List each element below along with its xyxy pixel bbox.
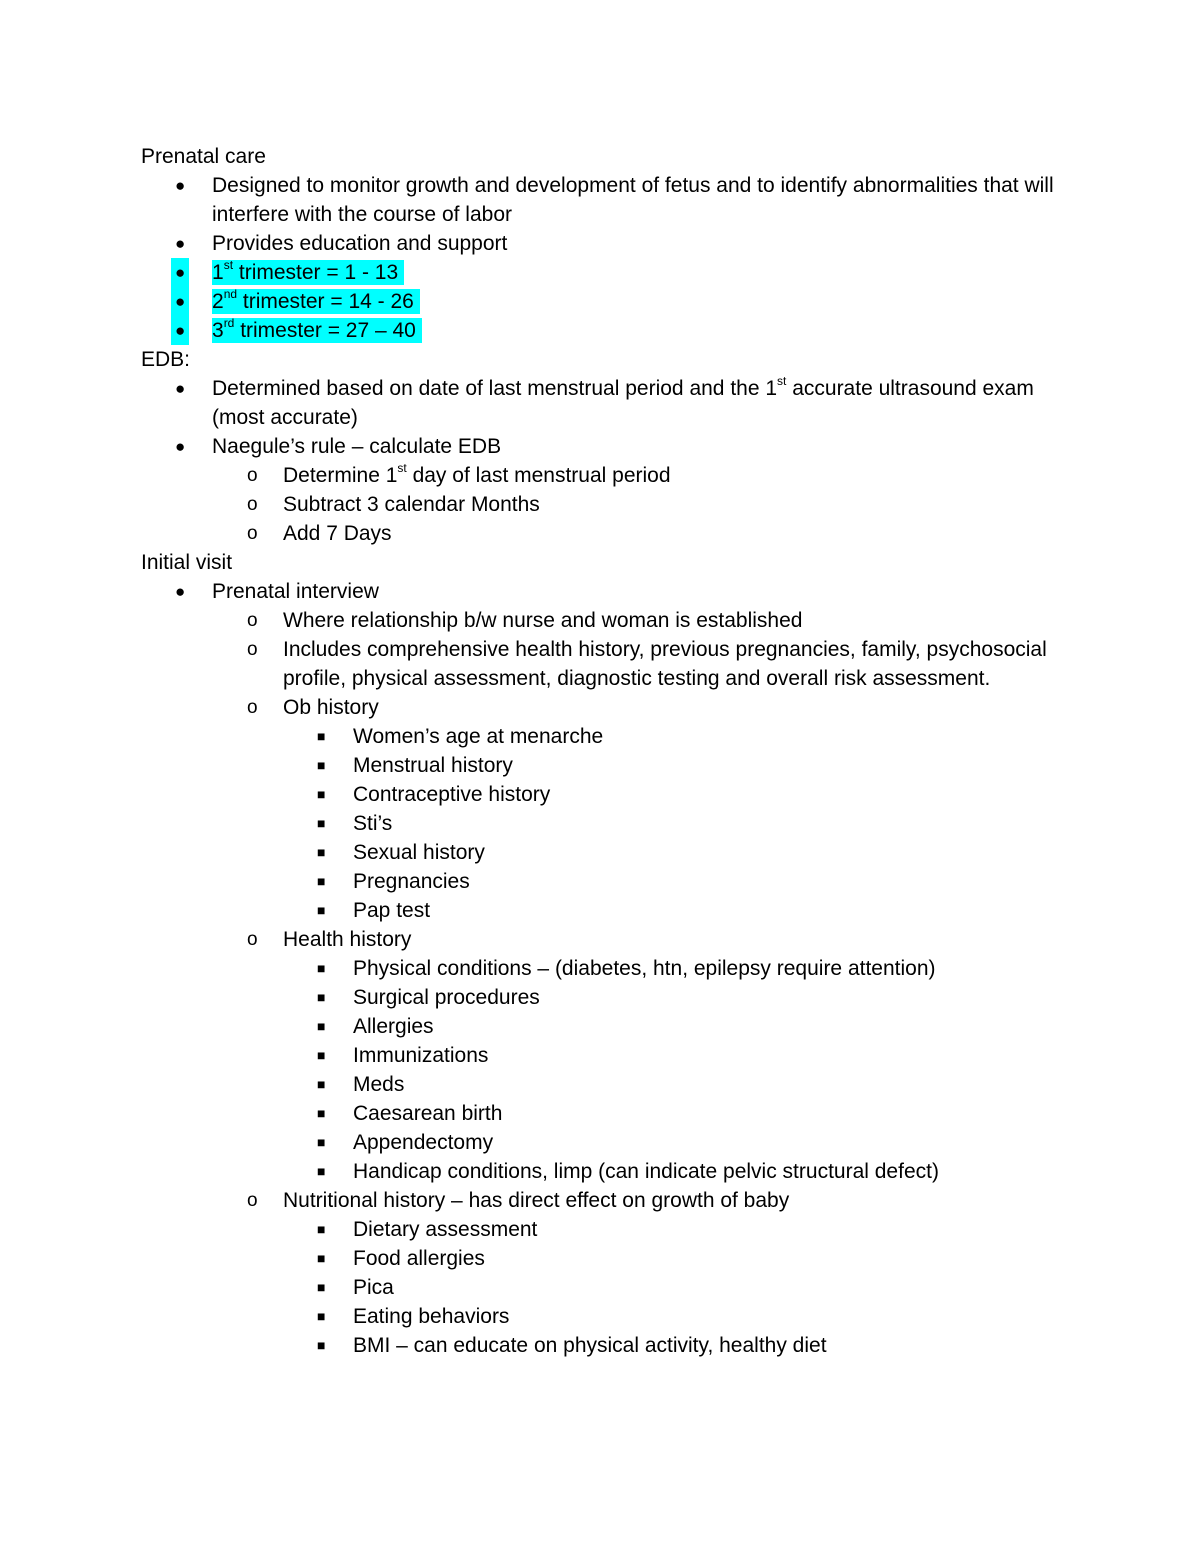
list-item-text: Sti’s (353, 812, 393, 835)
list-item (141, 1099, 1081, 1128)
list-item (141, 490, 1081, 519)
square-bullet-icon: ■ (317, 786, 326, 802)
list-item (141, 577, 1081, 606)
square-bullet-icon: ■ (317, 844, 326, 860)
prenatal-care-list (141, 171, 1081, 345)
bullet-icon: ● (171, 258, 189, 287)
heading-initial-visit: Initial visit (141, 551, 233, 574)
prenatal-interview-list (141, 606, 1081, 722)
square-bullet-icon: ■ (317, 1047, 326, 1063)
list-item (141, 809, 1081, 838)
list-item-text: Eating behaviors (353, 1305, 510, 1328)
bullet-icon: ● (175, 437, 186, 456)
list-item-text: Pregnancies (353, 870, 470, 893)
bullet-icon: ● (175, 582, 186, 601)
nutritional-history-group (141, 1186, 1081, 1215)
bullet-icon: ● (175, 234, 186, 253)
circle-bullet-icon: o (247, 639, 258, 660)
list-item-text: Contraceptive history (353, 783, 551, 806)
list-item (141, 1302, 1081, 1331)
bullet-icon: ● (171, 316, 189, 345)
square-bullet-icon: ■ (317, 989, 326, 1005)
list-item-text: Caesarean birth (353, 1102, 503, 1125)
square-bullet-icon: ■ (317, 1337, 326, 1353)
list-item-text: Add 7 Days (283, 522, 392, 545)
list-item (141, 432, 1081, 461)
circle-bullet-icon: o (247, 523, 258, 544)
circle-bullet-icon: o (247, 1190, 258, 1211)
square-bullet-icon: ■ (317, 815, 326, 831)
list-item-text: Menstrual history (353, 754, 513, 777)
list-item (141, 1215, 1081, 1244)
ob-history-list (141, 722, 1081, 925)
list-item-text: Surgical procedures (353, 986, 540, 1009)
list-item (141, 1012, 1081, 1041)
list-item (141, 925, 1081, 954)
list-item (141, 1273, 1081, 1302)
list-item-text: Provides education and support (212, 232, 508, 255)
list-item-text: Pica (353, 1276, 394, 1299)
list-item-trimester-1 (141, 258, 1081, 287)
list-item (141, 1041, 1081, 1070)
square-bullet-icon: ■ (317, 1076, 326, 1092)
list-item (141, 1244, 1081, 1273)
heading-edb: EDB: (141, 348, 191, 371)
highlighted-text: 1st trimester = 1 - 13 (212, 260, 404, 285)
heading-prenatal-care: Prenatal care (141, 145, 266, 168)
list-item-text: Immunizations (353, 1044, 489, 1067)
list-item-text: Pap test (353, 899, 431, 922)
square-bullet-icon: ■ (317, 873, 326, 889)
list-item-text: Allergies (353, 1015, 434, 1038)
list-item (141, 1186, 1081, 1215)
square-bullet-icon: ■ (317, 1134, 326, 1150)
list-item-text: Where relationship b/w nurse and woman is established (283, 609, 803, 632)
initial-visit-list (141, 577, 1081, 606)
list-item-text: BMI – can educate on physical activity, healthy diet (353, 1334, 827, 1357)
square-bullet-icon: ■ (317, 1279, 326, 1295)
list-item (141, 1331, 1081, 1360)
list-item (141, 1070, 1081, 1099)
square-bullet-icon: ■ (317, 728, 326, 744)
square-bullet-icon: ■ (317, 960, 326, 976)
list-item-text: Dietary assessment (353, 1218, 538, 1241)
document-body (141, 142, 1081, 1360)
list-item-text: Nutritional history – has direct effect on growth of baby (283, 1189, 790, 1212)
list-item-text: Includes comprehensive health history, previous pregnancies, family, psychosocial profile, physical assessment, diagnostic testing and overall risk assessment. (283, 638, 1047, 690)
list-item (141, 896, 1081, 925)
list-item-text: Women’s age at menarche (353, 725, 604, 748)
list-item (141, 519, 1081, 548)
list-item-text: Meds (353, 1073, 405, 1096)
square-bullet-icon: ■ (317, 1163, 326, 1179)
list-item-text: Sexual history (353, 841, 485, 864)
list-item (141, 751, 1081, 780)
health-history-group (141, 925, 1081, 954)
list-item (141, 635, 1081, 693)
list-item-text: Ob history (283, 696, 379, 719)
list-item (141, 606, 1081, 635)
list-item (141, 954, 1081, 983)
square-bullet-icon: ■ (317, 1105, 326, 1121)
square-bullet-icon: ■ (317, 1221, 326, 1237)
circle-bullet-icon: o (247, 929, 258, 950)
circle-bullet-icon: o (247, 610, 258, 631)
square-bullet-icon: ■ (317, 902, 326, 918)
bullet-icon: ● (175, 379, 186, 398)
highlighted-text: 2nd trimester = 14 - 26 (212, 289, 420, 314)
square-bullet-icon: ■ (317, 1018, 326, 1034)
square-bullet-icon: ■ (317, 1250, 326, 1266)
naegule-steps-list (141, 461, 1081, 548)
list-item-text: Naegule’s rule – calculate EDB (212, 435, 502, 458)
list-item (141, 171, 1081, 229)
list-item (141, 867, 1081, 896)
list-item (141, 780, 1081, 809)
list-item (141, 374, 1081, 432)
bullet-icon: ● (171, 287, 189, 316)
list-item-text: Determine 1st day of last menstrual period (283, 461, 671, 487)
circle-bullet-icon: o (247, 494, 258, 515)
edb-list (141, 374, 1081, 461)
list-item (141, 1157, 1081, 1186)
highlighted-text: 3rd trimester = 27 – 40 (212, 318, 422, 343)
list-item (141, 1128, 1081, 1157)
list-item-trimester-2 (141, 287, 1081, 316)
health-history-list (141, 954, 1081, 1186)
list-item-text: Health history (283, 928, 412, 951)
list-item (141, 722, 1081, 751)
list-item (141, 693, 1081, 722)
list-item-text: Designed to monitor growth and development of fetus and to identify abnormalities that will interfere with the course of labor (212, 174, 1054, 226)
square-bullet-icon: ■ (317, 757, 326, 773)
list-item-text: Food allergies (353, 1247, 485, 1270)
circle-bullet-icon: o (247, 465, 258, 486)
list-item (141, 983, 1081, 1012)
list-item-text: Determined based on date of last menstrual period and the 1st accurate ultrasound exam (most accurate) (212, 374, 1034, 429)
circle-bullet-icon: o (247, 697, 258, 718)
list-item-text: Handicap conditions, limp (can indicate pelvic structural defect) (353, 1160, 939, 1183)
nutritional-history-list (141, 1215, 1081, 1360)
list-item-text: Prenatal interview (212, 580, 379, 603)
list-item-trimester-3 (141, 316, 1081, 345)
list-item (141, 838, 1081, 867)
list-item (141, 229, 1081, 258)
list-item-text: Subtract 3 calendar Months (283, 493, 540, 516)
bullet-icon: ● (175, 176, 186, 195)
list-item-text: Appendectomy (353, 1131, 494, 1154)
list-item-text: Physical conditions – (diabetes, htn, epilepsy require attention) (353, 957, 936, 980)
list-item (141, 461, 1081, 490)
square-bullet-icon: ■ (317, 1308, 326, 1324)
